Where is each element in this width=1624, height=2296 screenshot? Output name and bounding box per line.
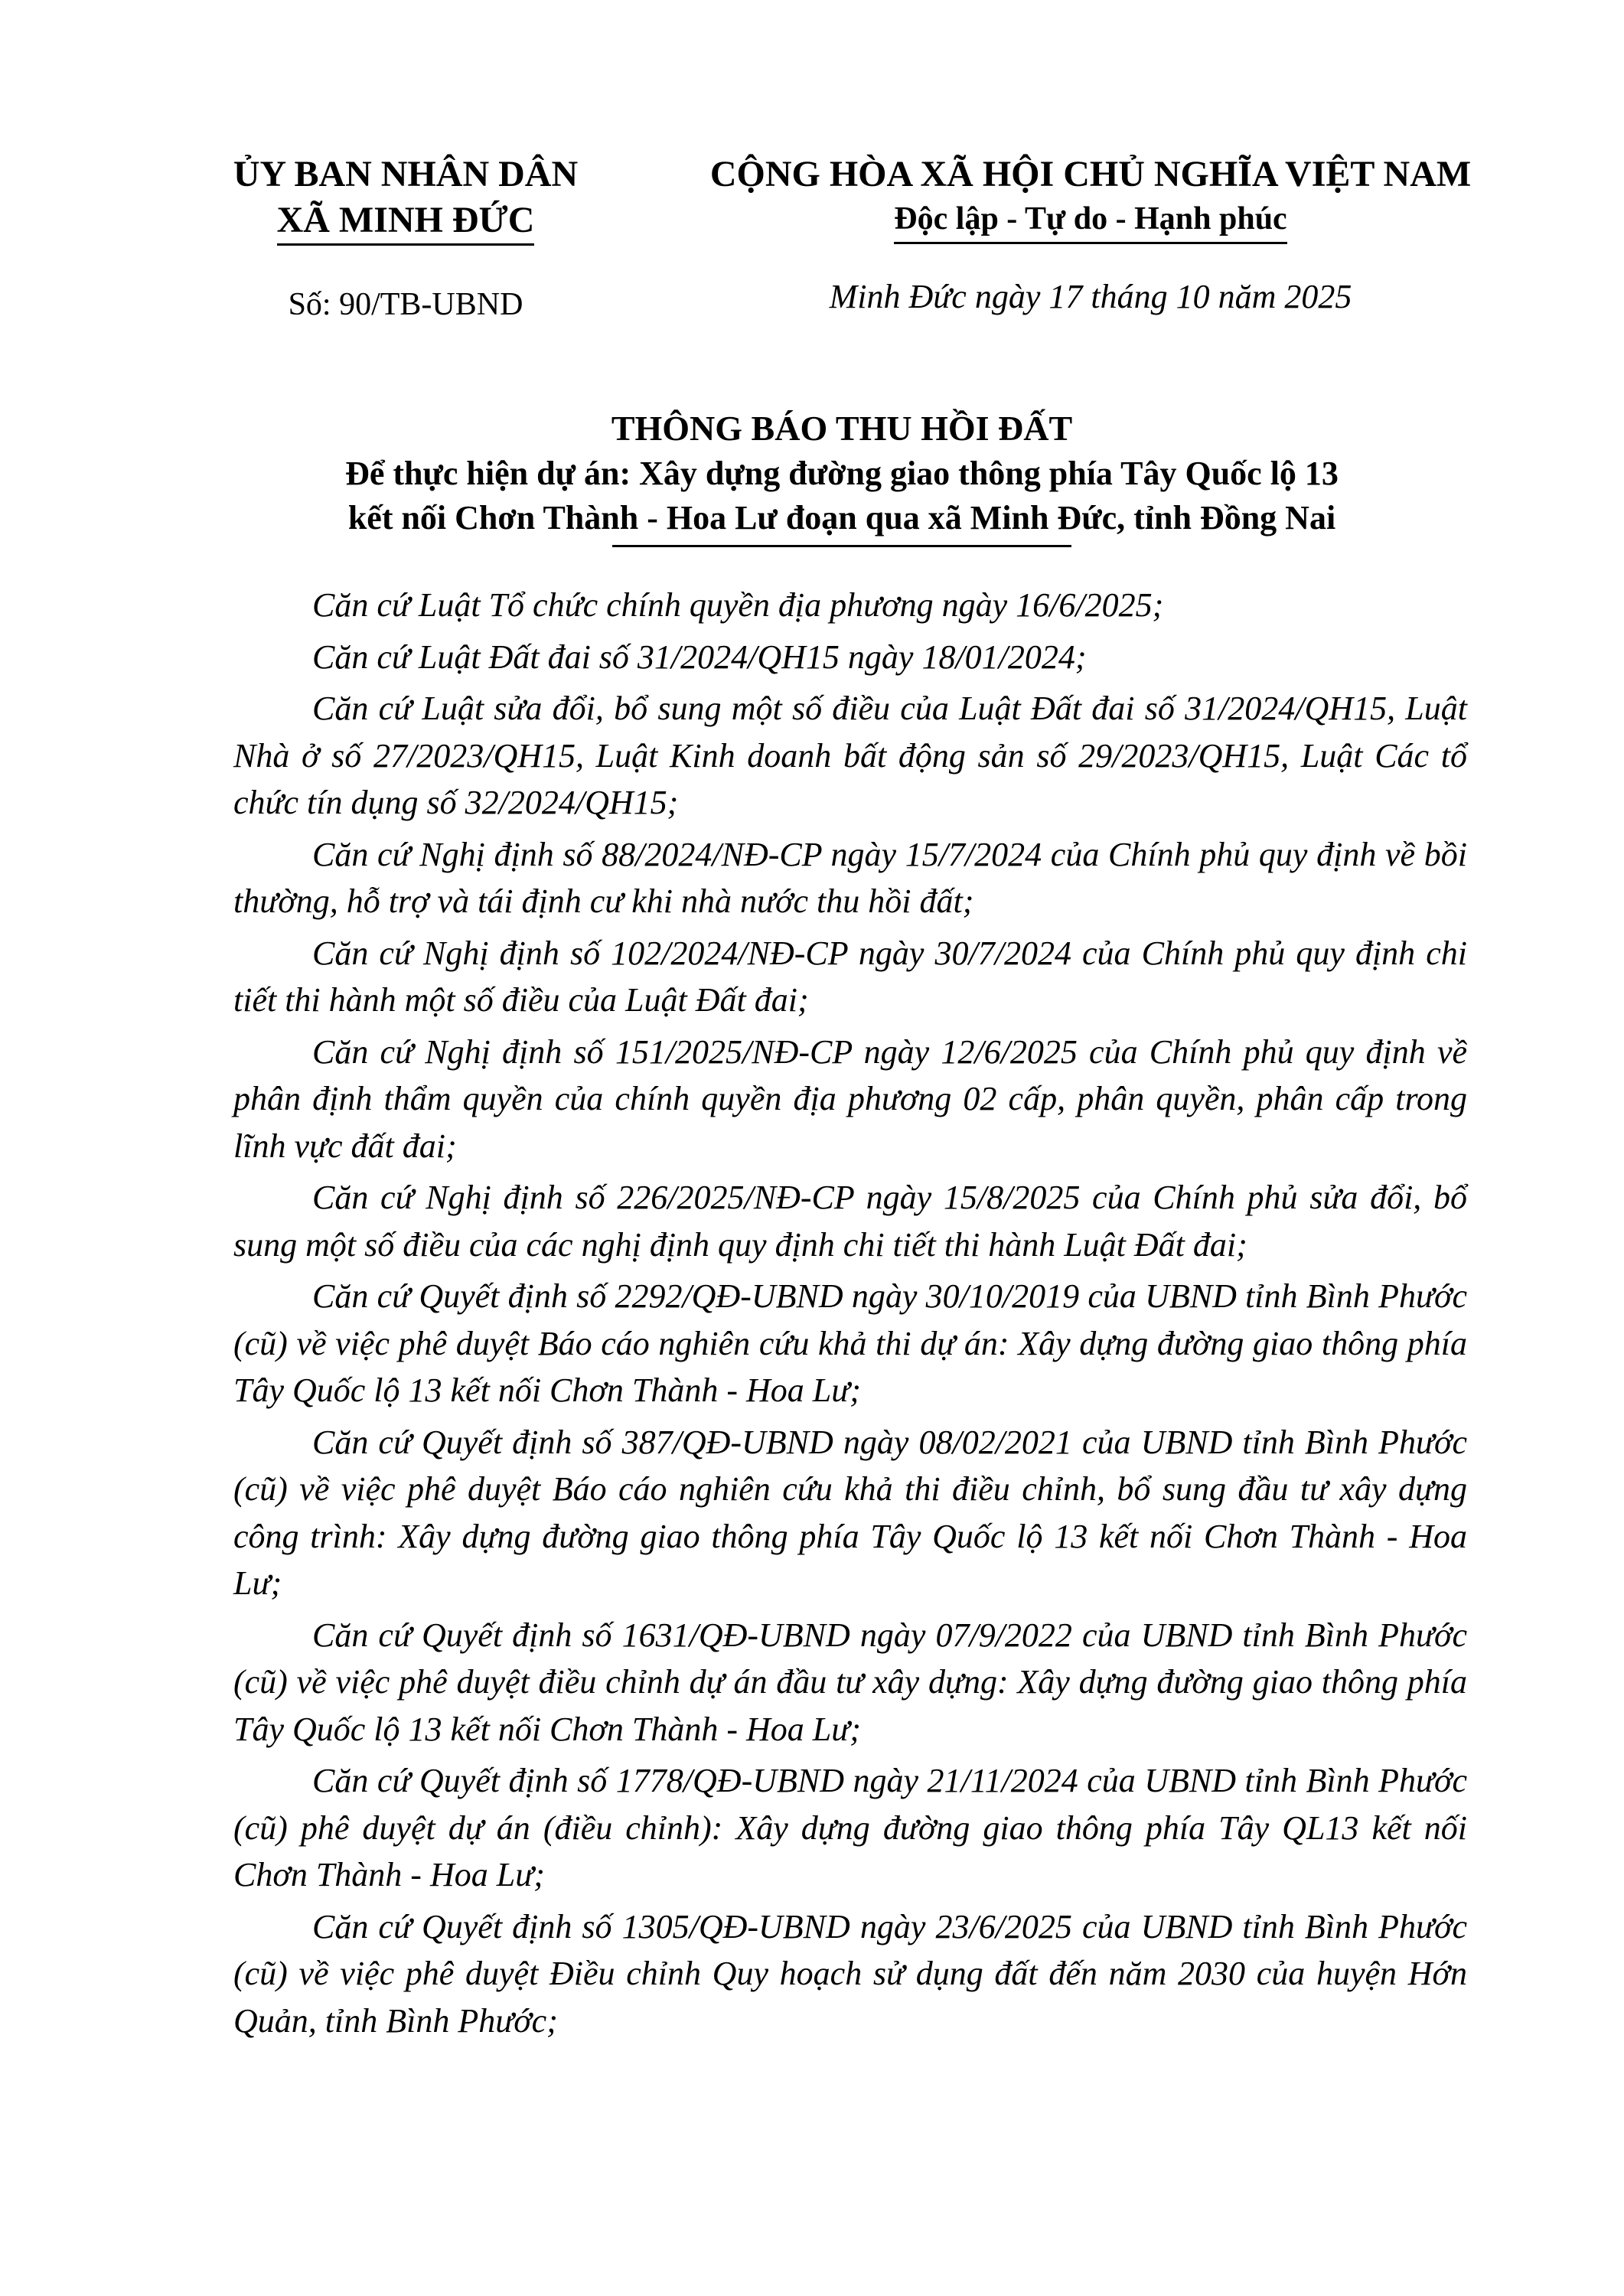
citation-paragraph: Căn cứ Nghị định số 102/2024/NĐ-CP ngày 30/7/2024 của Chính phủ quy định chi tiết thi hành một số điều của Luật Đất đai; [233, 934, 1467, 1019]
citation-paragraph: Căn cứ Quyết định số 387/QĐ-UBND ngày 08/02/2021 của UBND tỉnh Bình Phước (cũ) về việc phê duyệt Báo cáo nghiên cứu khả thi điều chỉnh, bổ sung đầu tư xây dựng công trình: Xây dựng đường giao thông phía Tây Quốc lộ 13 kết nối Chơn Thành - Hoa Lư; [233, 1423, 1467, 1602]
nation-name: CỘNG HÒA XÃ HỘI CHỦ NGHĨA VIỆT NAM [709, 154, 1472, 194]
citation-paragraph: Căn cứ Luật Tổ chức chính quyền địa phương ngày 16/6/2025; [312, 586, 1164, 624]
agency-line-1: ỦY BAN NHÂN DÂN [233, 154, 579, 194]
citation-paragraph: Căn cứ Quyết định số 1778/QĐ-UBND ngày 21/11/2024 của UBND tỉnh Bình Phước (cũ) phê duyệt dự án (điều chỉnh): Xây dựng đường giao thông phía Tây QL13 kết nối Chơn Thành - Hoa Lư; [233, 1762, 1467, 1893]
title-main: THÔNG BÁO THU HỒI ĐẤT [611, 409, 1073, 448]
citation-paragraph: Căn cứ Quyết định số 1305/QĐ-UBND ngày 23/6/2025 của UBND tỉnh Bình Phước (cũ) về việc phê duyệt Điều chỉnh Quy hoạch sử dụng đất đến năm 2030 của huyện Hớn Quản, tỉnh Bình Phước; [233, 1907, 1467, 2040]
title-subtitle-line-1: Để thực hiện dự án: Xây dựng đường giao thông phía Tây Quốc lộ 13 [345, 455, 1339, 492]
document-title [230, 406, 1454, 547]
issuing-agency [184, 152, 628, 246]
national-header [673, 152, 1508, 244]
citation-paragraph: Căn cứ Nghị định số 226/2025/NĐ-CP ngày 15/8/2025 của Chính phủ sửa đổi, bổ sung một số điều của các nghị định quy định chi tiết thi hành Luật Đất đai; [233, 1179, 1467, 1264]
agency-line-2: XÃ MINH ĐỨC [277, 199, 535, 246]
title-underline [612, 545, 1071, 547]
place-and-date: Minh Đức ngày 17 tháng 10 năm 2025 [829, 278, 1352, 315]
title-subtitle-line-2: kết nối Chơn Thành - Hoa Lư đoạn qua xã Minh Đức, tỉnh Đồng Nai [347, 499, 1336, 536]
citation-paragraph: Căn cứ Quyết định số 2292/QĐ-UBND ngày 30/10/2019 của UBND tỉnh Bình Phước (cũ) về việc phê duyệt Báo cáo nghiên cứu khả thi dự án: Xây dựng đường giao thông phía Tây Quốc lộ 13 kết nối Chơn Thành - Hoa Lư; [233, 1277, 1467, 1409]
citation-paragraph: Căn cứ Quyết định số 1631/QĐ-UBND ngày 07/9/2022 của UBND tỉnh Bình Phước (cũ) về việc phê duyệt điều chỉnh dự án đầu tư xây dựng: Xây dựng đường giao thông phía Tây Quốc lộ 13 kết nối Chơn Thành - Hoa Lư; [233, 1616, 1467, 1748]
national-motto: Độc lập - Tự do - Hạnh phúc [894, 197, 1286, 244]
citation-paragraph: Căn cứ Luật Đất đai số 31/2024/QH15 ngày 18/01/2024; [312, 638, 1087, 676]
legal-basis-list [233, 582, 1467, 2049]
document-number: Số: 90/TB-UBND [288, 287, 523, 322]
citation-paragraph: Căn cứ Luật sửa đổi, bổ sung một số điều của Luật Đất đai số 31/2024/QH15, Luật Nhà ở số 27/2023/QH15, Luật Kinh doanh bất động sản số 29/2023/QH15, Luật Các tổ chức tín dụng số 32/2024/QH15; [233, 690, 1467, 821]
citation-paragraph: Căn cứ Nghị định số 151/2025/NĐ-CP ngày 12/6/2025 của Chính phủ quy định về phân định thẩm quyền của chính quyền địa phương 02 cấp, phân quyền, phân cấp trong lĩnh vực đất đai; [233, 1032, 1467, 1165]
citation-paragraph: Căn cứ Nghị định số 88/2024/NĐ-CP ngày 15/7/2024 của Chính phủ quy định về bồi thường, hỗ trợ và tái định cư khi nhà nước thu hồi đất; [233, 835, 1467, 920]
